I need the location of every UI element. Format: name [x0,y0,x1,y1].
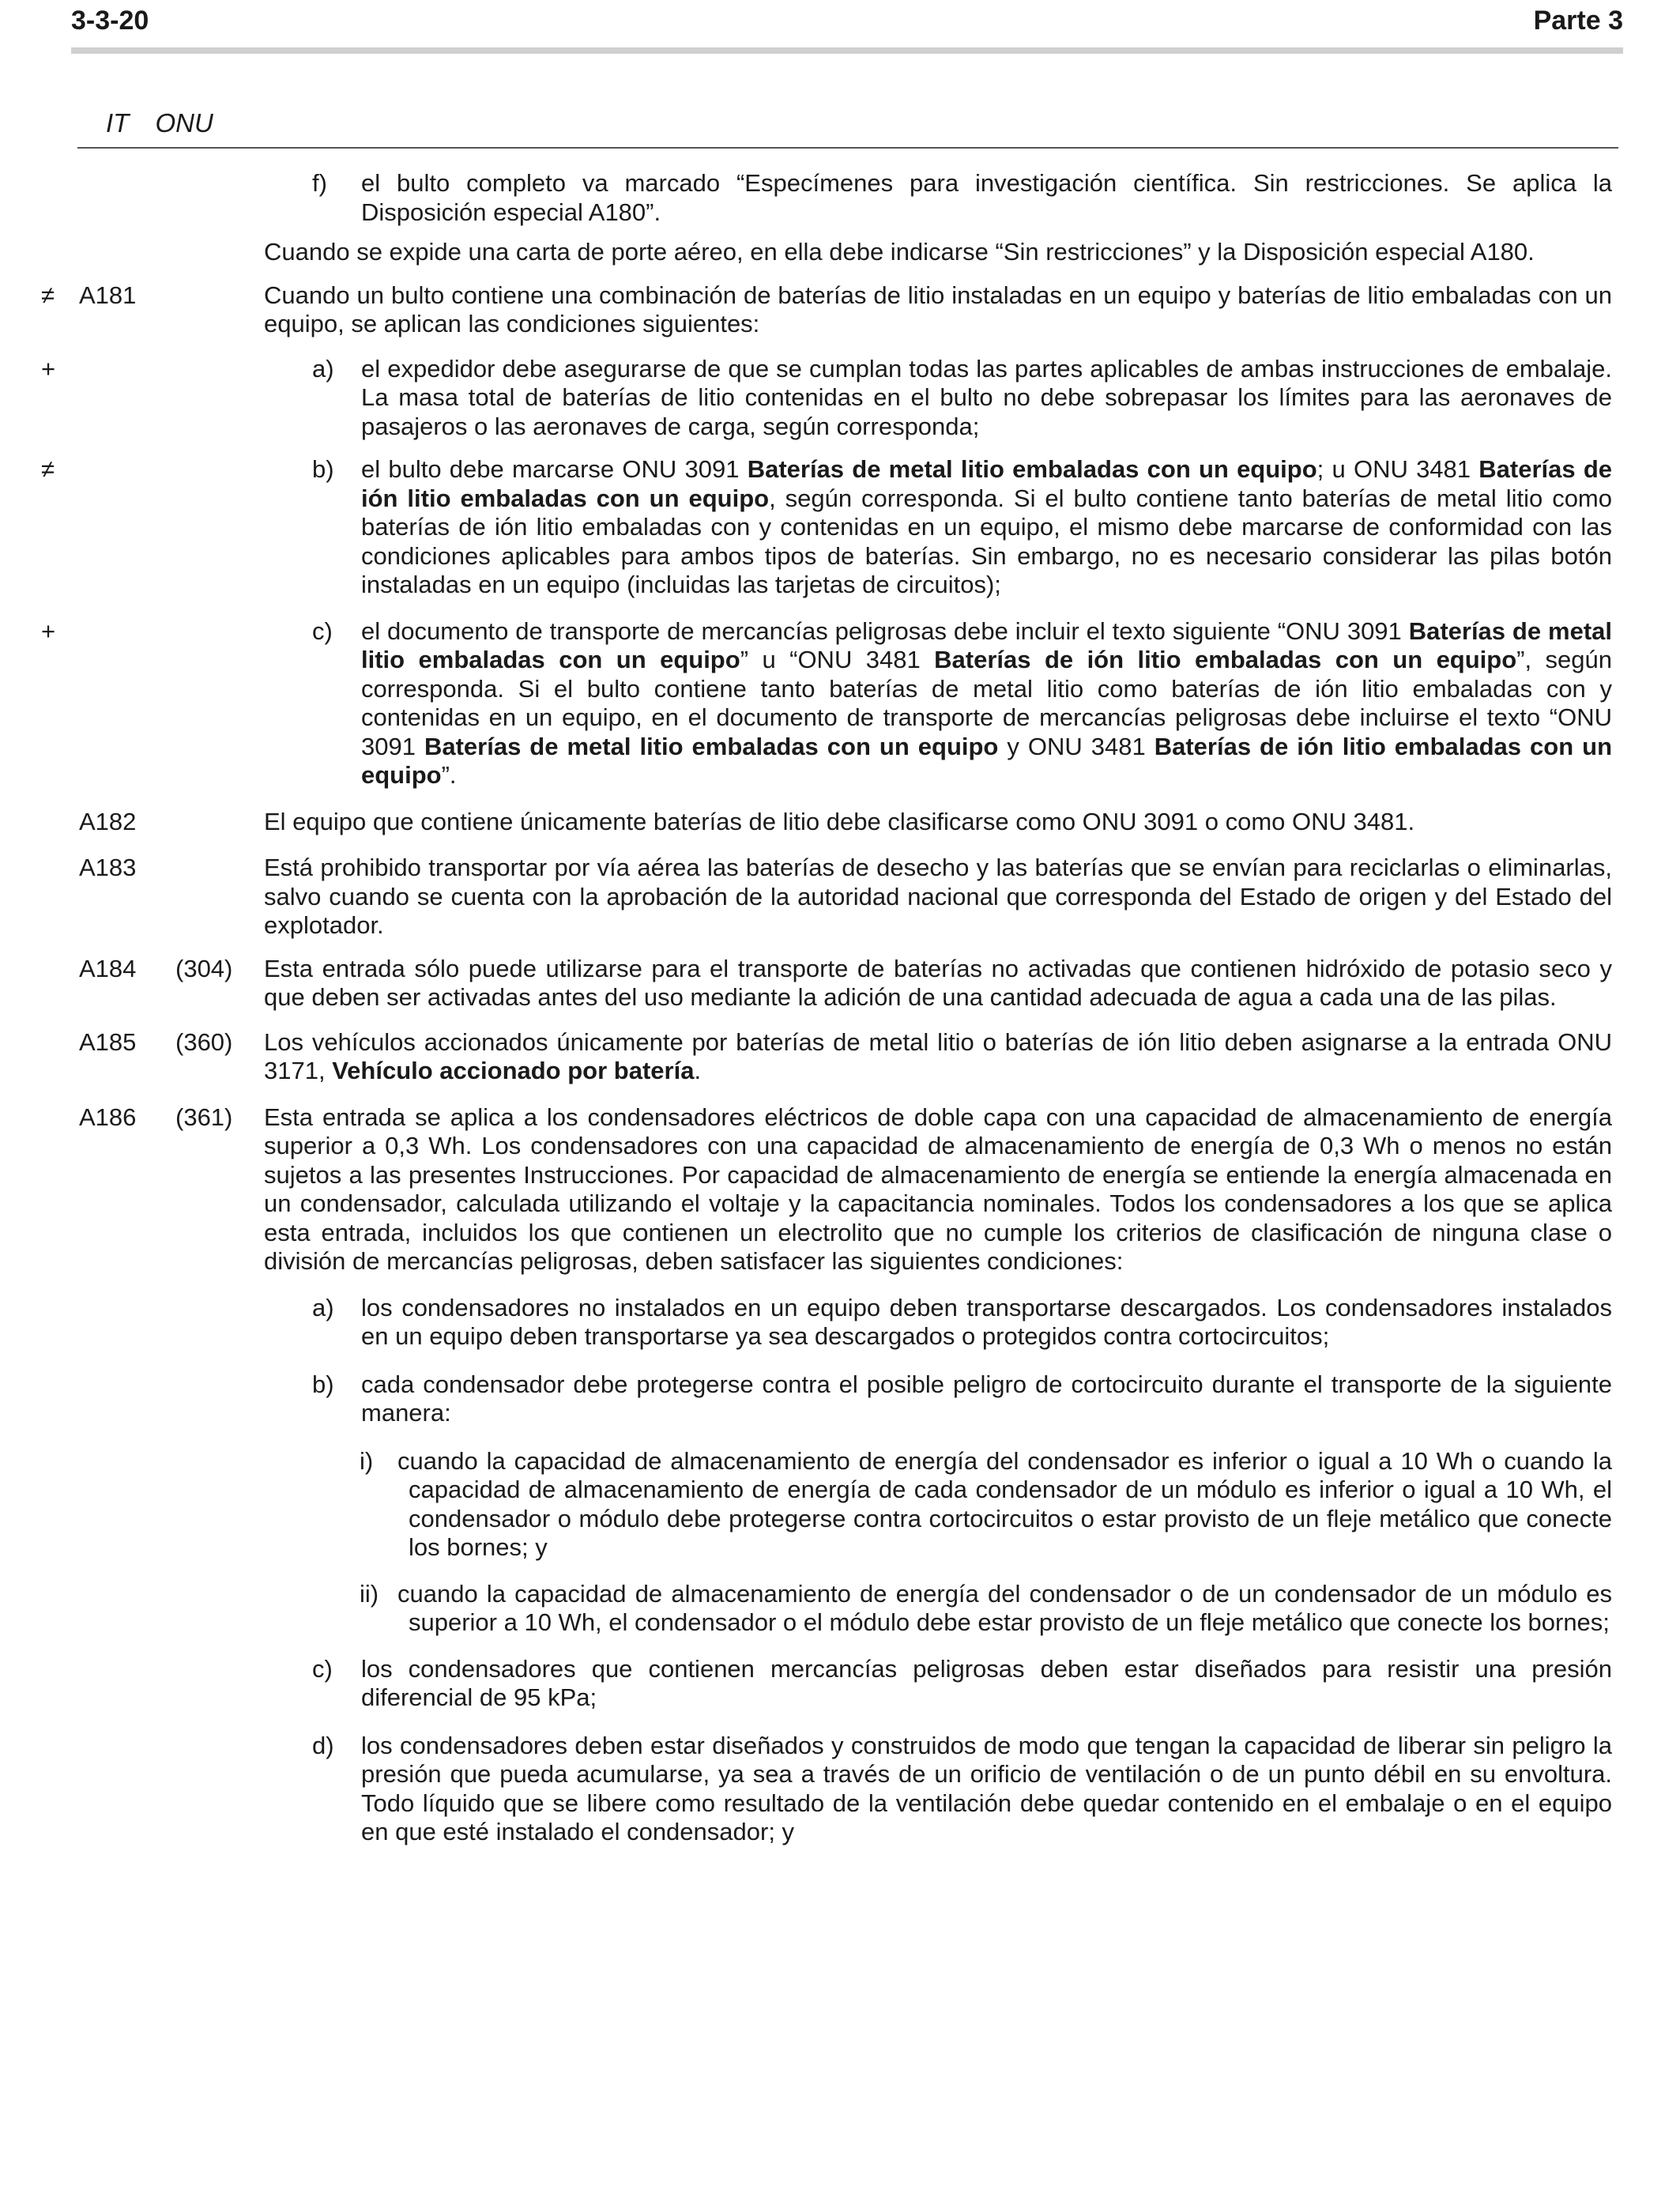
document-body [0,169,1680,1847]
item-text [264,1028,1612,1086]
item-label: b) [312,1370,334,1398]
provision-entry [0,854,1680,941]
bold-entry-name: Baterías de metal litio embaladas con un equipo [747,455,1317,483]
item-text: los condensadores no instalados en un equipo deben transportarse descargados. Los condensadores instalados en un equipo deben transportarse ya sea descargados o protegidos contra cortocircuitos; [361,1293,1612,1350]
column-heading: IT ONU [106,108,213,138]
item-text: cuando la capacidad de almacenamiento de energía del condensador o de un condensador de un módulo es superior a 10 Wh, el condensador o el módulo debe estar provisto de un fleje metálico que conecte los bornes; [397,1579,1612,1636]
bold-entry-name: Baterías de ión litio embaladas con un equipo [934,646,1517,673]
item-text: Está prohibido transportar por vía aérea las baterías de desecho y las baterías que se envían para reciclarlas o eliminarlas, salvo cuando se cuenta con la aprobación de la autoridad nacional que corresponda del Estado de origen y del Estado del explotador. [264,854,1612,939]
item-label: f) [312,169,327,197]
item-text: los condensadores deben estar diseñados y construidos de modo que tengan la capacidad de liberar sin peligro la presión que pueda acumularse, ya sea a través de un orificio de ventilación o de un punto débil en su envoltura. Todo líquido que se libere como resultado de la ventilación debe quedar contenido en el embalaje o en el equipo en que esté instalado el condensador; y [361,1731,1612,1845]
item-label: a) [312,354,334,383]
provision-entry [0,808,1680,837]
item-label: d) [312,1731,334,1759]
list-item [0,617,1680,790]
provision-entry [0,1103,1680,1276]
header-rule [71,47,1623,54]
bold-entry-name: Baterías de metal litio embaladas con un equipo [361,616,1612,673]
revision-mark: + [41,616,56,645]
bold-entry-name: Baterías de ión litio embaladas con un equipo [361,455,1613,512]
revision-mark: ≠ [41,281,55,309]
item-text: El equipo que contiene únicamente baterías de litio debe clasificarse como ONU 3091 o como ONU 3481. [264,807,1415,835]
text-run: y ONU 3481 [998,732,1155,760]
text-run: ”. [441,761,457,789]
list-item [0,169,1680,227]
item-text: el expedidor debe asegurarse de que se cumplan todas las partes aplicables de ambas instrucciones de embalaje. La masa total de baterías de litio contenidas en el bulto no debe sobrepasar los límites para las aeronaves de pasajeros o las aeronaves de carga, según corresponda; [361,354,1612,440]
bold-entry-name: Baterías de ión litio embaladas con un equipo [361,732,1613,789]
column-heading-rule [77,147,1618,149]
list-item [0,1655,1680,1713]
provision-code: A181 [79,281,137,309]
paragraph [0,238,1680,267]
list-item [0,1732,1680,1847]
item-text: Esta entrada sólo puede utilizarse para el transporte de baterías no activadas que contienen hidróxido de potasio seco y que deben ser activadas antes del uso mediante la adición de una cantidad adecuada de agua a cada una de las pilas. [264,954,1612,1011]
provision-code: A183 [79,854,137,881]
item-text [361,455,1612,600]
list-item [0,1447,1680,1563]
page-header [71,5,1623,46]
item-label: ii) [360,1579,379,1608]
item-label: b) [312,455,334,483]
list-item [0,1294,1680,1351]
bold-entry-name: Vehículo accionado por batería [332,1057,695,1084]
list-item [0,1370,1680,1428]
text-run: ; u ONU 3481 [1317,455,1479,483]
revision-mark: ≠ [41,455,55,483]
list-item [0,355,1680,442]
provision-code: A182 [79,807,137,835]
item-text: los condensadores que contienen mercancías peligrosas deben estar diseñados para resistir una presión diferencial de 95 kPa; [361,1654,1612,1711]
provision-entry [0,1028,1680,1086]
un-reference: (360) [175,1027,233,1056]
un-reference: (304) [175,954,233,982]
list-item [0,455,1680,600]
provision-code: A184 [79,954,137,982]
provision-entry [0,955,1680,1012]
provision-code: A185 [79,1027,137,1056]
item-label: i) [360,1446,374,1475]
list-item [0,1580,1680,1638]
text-run: el bulto debe marcarse ONU 3091 [361,455,748,483]
text-run: el documento de transporte de mercancías peligrosas debe incluir el texto siguiente “ONU 3091 [361,616,1409,645]
provision-entry [0,281,1680,339]
provision-code: A186 [79,1103,137,1131]
item-text: cada condensador debe protegerse contra el posible peligro de cortocircuito durante el transporte de la siguiente manera: [361,1370,1612,1427]
text-run: ”, según corresponda. Si el bulto contiene tanto baterías de metal litio como baterías de ión litio embaladas con y contenidas en un equipo, en el documento de transporte de mercancías peligrosas debe incluirse el texto “ONU 3091 [361,646,1613,760]
text-run: Los vehículos accionados únicamente por baterías de metal litio o baterías de ión litio deben asignarse a la entrada ONU 3171, [264,1027,1612,1084]
item-label: c) [312,1654,333,1683]
text-run: ” u “ONU 3481 [740,646,935,673]
text-run: . [694,1057,702,1084]
item-text: Cuando un bulto contiene una combinación de baterías de litio instaladas en un equipo y baterías de litio embaladas con un equipo, se aplican las condiciones siguientes: [264,281,1612,337]
text-run: , según corresponda. Si el bulto contiene tanto baterías de metal litio como baterías de ión litio embaladas con y contenidas en un equipo, el mismo debe marcarse de conformidad con las condiciones aplicables para ambos tipos de baterías. Sin embargo, no es necesario considerar las pilas botón instaladas en un equipo (incluidas las tarjetas de circuitos); [361,484,1612,598]
item-text: el bulto completo va marcado “Especímenes para investigación científica. Sin restricciones. Se aplica la Disposición especial A180”. [361,169,1612,226]
item-label: a) [312,1293,334,1321]
bold-entry-name: Baterías de metal litio embaladas con un equipo [424,732,999,760]
item-label: c) [312,616,333,645]
page-number: 3-3-20 [71,6,149,36]
item-text [361,617,1612,790]
un-reference: (361) [175,1103,233,1131]
revision-mark: + [41,354,56,383]
part-label: Parte 3 [1533,6,1623,36]
item-text: Esta entrada se aplica a los condensadores eléctricos de doble capa con una capacidad de almacenamiento de energía superior a 0,3 Wh. Los condensadores con una capacidad de almacenamiento de energía de 0,3 Wh o menos no están sujetos a las presentes Instrucciones. Por capacidad de almacenamiento de energía se entiende la energía almacenada en un condensador, calculada utilizando el voltaje y la capacitancia nominales. Todos los condensadores a los que se aplica esta entrada, incluidos los que contienen un electrolito que no cumple los criterios de clasificación de ninguna clase o división de mercancías peligrosas, deben satisfacer las siguientes condiciones: [264,1103,1612,1275]
item-text: Cuando se expide una carta de porte aéreo, en ella debe indicarse “Sin restricciones” y la Disposición especial A180. [264,238,1535,266]
item-text: cuando la capacidad de almacenamiento de energía del condensador es inferior o igual a 10 Wh o cuando la capacidad de almacenamiento de energía de cada condensador de un módulo es inferior o igual a 10 Wh, el condensador o módulo debe protegerse contra cortocircuitos o estar provisto de un fleje metálico que conecte los bornes; y [397,1446,1612,1561]
